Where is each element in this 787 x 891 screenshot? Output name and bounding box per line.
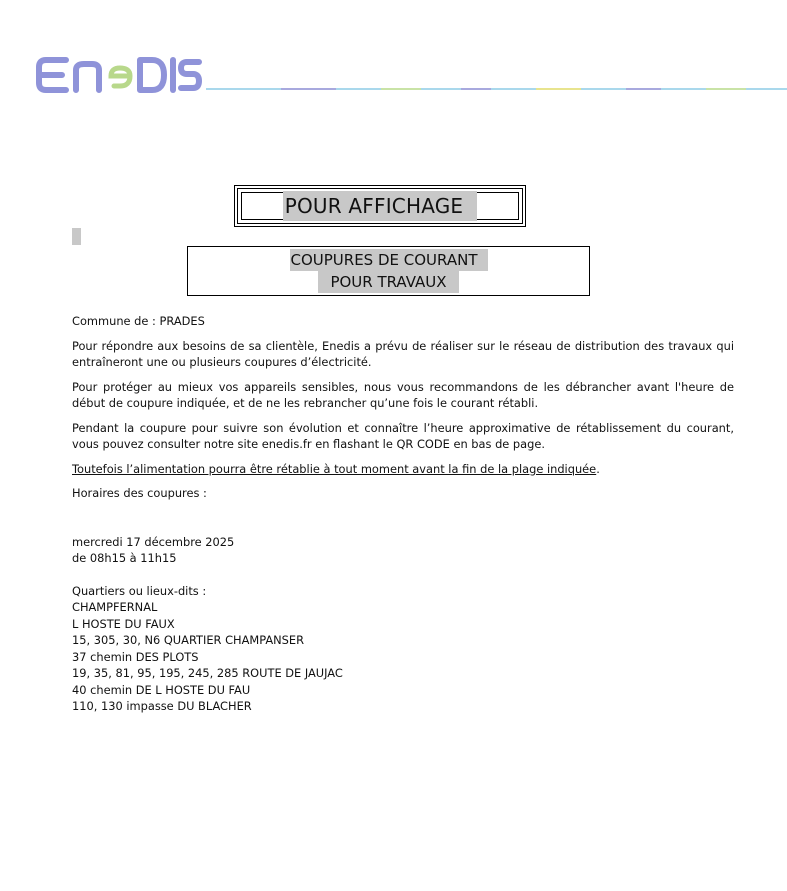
logo-letter-e1 [39,60,66,90]
logo-letter-e2 [111,68,130,86]
place-item: 37 chemin DES PLOTS [72,649,199,664]
subtitle-box [187,246,590,296]
paragraph-qr-code: Pendant la coupure pour suivre son évolution et connaître l’heure approximative de rétablissement du courant, vous pouvez consulter notre site enedis.fr en flashant le QR CODE en bas de page. [72,420,734,451]
commune-line: Commune de : PRADES [72,314,205,328]
page-title: POUR AFFICHAGE [283,191,478,221]
restoration-notice: Toutefois l’alimentation pourra être rétablie à tout moment avant la fin de la plage indiquée [72,461,597,476]
schedule-label: Horaires des coupures : [72,486,207,500]
subtitle-line-2: POUR TRAVAUX [318,271,458,293]
paragraph-intro: Pour répondre aux besoins de sa clientèle, Enedis a prévu de réaliser sur le réseau de distribution des travaux qui entraîneront une ou plusieurs coupures d’électricité. [72,338,734,369]
logo-letter-n [76,64,99,90]
place-item: 19, 35, 81, 95, 195, 245, 285 ROUTE DE JAUJAC [72,666,343,680]
place-item: 40 chemin DE L HOSTE DU FAU [72,682,251,697]
header-decorative-line [206,87,787,91]
logo-letter-s [181,62,199,88]
highlight-mark [72,228,81,245]
outage-time: de 08h15 à 11h15 [72,551,177,565]
place-item: CHAMPFERNAL [72,600,158,614]
restoration-notice-period: . [596,461,600,476]
place-item: 15, 305, 30, N6 QUARTIER CHAMPANSER [72,633,305,647]
notice-paragraph [72,461,734,478]
title-box [234,185,526,227]
place-item: 110, 130 impasse DU BLACHER [72,699,252,713]
places-label: Quartiers ou lieux-dits : [72,583,207,598]
enedis-logo [36,56,202,94]
outage-date: mercredi 17 décembre 2025 [72,534,235,549]
notice-body [72,313,734,715]
place-item: L HOSTE DU FAUX [72,616,175,631]
subtitle-line-1: COUPURES DE COURANT [290,249,488,271]
paragraph-protection: Pour protéger au mieux vos appareils sensibles, nous vous recommandons de les débrancher avant l'heure de début de coupure indiquée, et de ne les rebrancher qu’une fois le courant rétabli. [72,379,734,410]
logo-letter-d [140,60,164,90]
